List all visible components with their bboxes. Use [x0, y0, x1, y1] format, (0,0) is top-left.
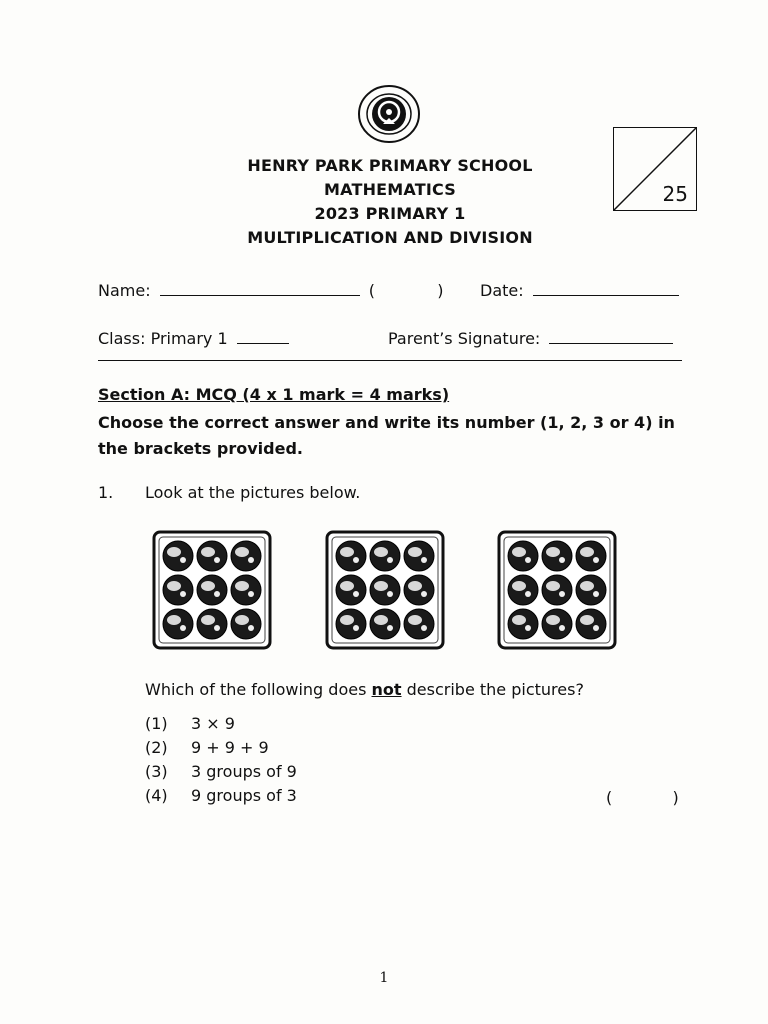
date-field[interactable]	[533, 281, 679, 296]
option-1	[145, 714, 235, 733]
ball	[163, 541, 193, 571]
tray-3	[497, 530, 617, 650]
page-number: 1	[379, 970, 389, 986]
option-4	[145, 786, 297, 805]
ball	[370, 609, 400, 639]
ball	[336, 609, 366, 639]
question-text	[145, 680, 584, 699]
ball	[197, 541, 227, 571]
ball	[231, 609, 261, 639]
ball	[542, 575, 572, 605]
option-1-number: (1)	[145, 714, 168, 733]
option-1-text: 3 × 9	[191, 714, 235, 733]
parent-signature-row	[388, 329, 673, 348]
ball	[163, 609, 193, 639]
option-2-number: (2)	[145, 738, 168, 757]
question-prompt: Look at the pictures below.	[145, 483, 361, 502]
option-2	[145, 738, 269, 757]
option-4-number: (4)	[145, 786, 168, 805]
school-name: HENRY PARK PRIMARY SCHOOL	[247, 156, 533, 175]
tray-1	[152, 530, 272, 650]
class-label: Class: Primary 1	[98, 329, 228, 348]
ball	[508, 609, 538, 639]
ball	[231, 541, 261, 571]
option-2-text: 9 + 9 + 9	[191, 738, 269, 757]
ball	[336, 575, 366, 605]
ball	[576, 541, 606, 571]
ball	[576, 575, 606, 605]
register-number-open: (	[368, 281, 376, 300]
question-number: 1.	[98, 483, 114, 502]
class-field[interactable]	[237, 329, 289, 344]
ball	[404, 541, 434, 571]
date-label: Date:	[480, 281, 524, 300]
name-label: Name:	[98, 281, 151, 300]
total-marks: 25	[662, 182, 688, 206]
school-crest-icon	[356, 84, 422, 144]
answer-bracket	[606, 788, 679, 807]
ball	[542, 609, 572, 639]
tray-2	[325, 530, 445, 650]
option-3	[145, 762, 297, 781]
ball	[370, 575, 400, 605]
class-row	[98, 329, 289, 348]
name-field[interactable]	[160, 281, 360, 296]
parent-signature-field[interactable]	[549, 329, 673, 344]
ball	[542, 541, 572, 571]
question-text-before: Which of the following does	[145, 680, 372, 699]
ball	[370, 541, 400, 571]
register-number-close: )	[437, 281, 444, 300]
ball	[336, 541, 366, 571]
option-3-number: (3)	[145, 762, 168, 781]
section-a-title: Section A: MCQ (4 x 1 mark = 4 marks)	[98, 385, 450, 404]
ball	[508, 541, 538, 571]
answer-bracket-open: (	[606, 788, 613, 807]
ball	[197, 575, 227, 605]
question-text-emphasis: not	[371, 680, 402, 699]
date-row	[480, 281, 679, 300]
ball	[163, 575, 193, 605]
ball	[197, 609, 227, 639]
subject-title: MATHEMATICS	[324, 180, 456, 199]
ball	[404, 575, 434, 605]
parent-signature-label: Parent’s Signature:	[388, 329, 541, 348]
ball	[508, 575, 538, 605]
level-title: 2023 PRIMARY 1	[314, 204, 466, 223]
section-a-instruction-2: the brackets provided.	[98, 439, 303, 458]
option-4-text: 9 groups of 3	[191, 786, 297, 805]
ball	[576, 609, 606, 639]
header-divider	[98, 360, 682, 361]
ball	[231, 575, 261, 605]
topic-title: MULTIPLICATION AND DIVISION	[247, 228, 533, 247]
answer-bracket-close: )	[672, 788, 679, 807]
section-a-instruction-1: Choose the correct answer and write its number (1, 2, 3 or 4) in	[98, 413, 675, 432]
option-3-text: 3 groups of 9	[191, 762, 297, 781]
question-text-after: describe the pictures?	[401, 680, 584, 699]
name-row	[98, 281, 443, 300]
ball	[404, 609, 434, 639]
